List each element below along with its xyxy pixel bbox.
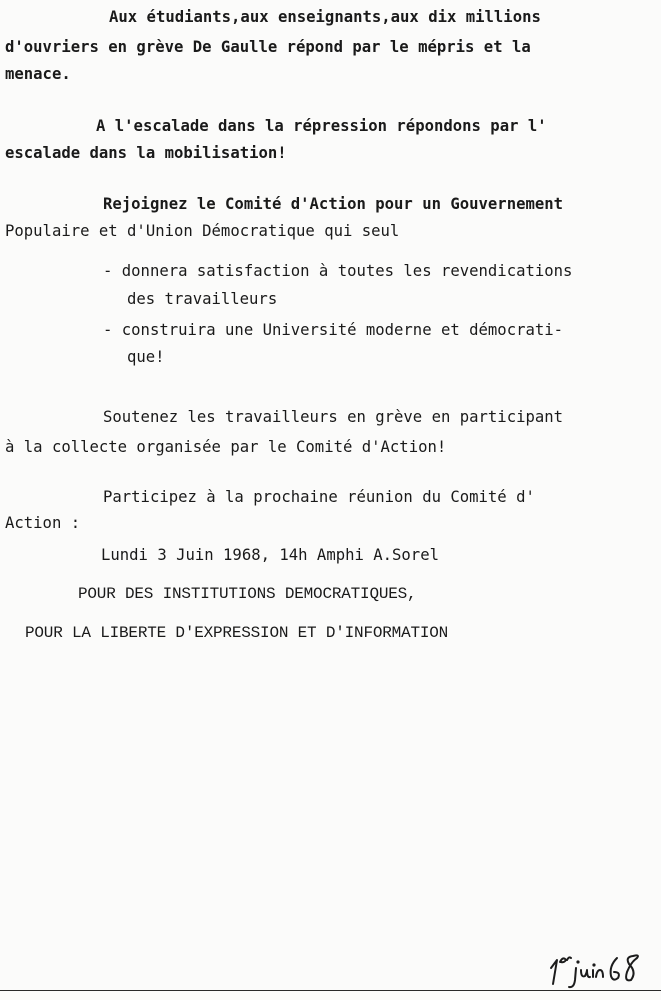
paragraph-1-line-1: Aux étudiants,aux enseignants,aux dix millions <box>109 8 541 26</box>
bottom-rule <box>0 990 661 991</box>
slogan-line-2: POUR LA LIBERTE D'EXPRESSION ET D'INFORMATION <box>25 624 449 642</box>
paragraph-5-line-1: Participez à la prochaine réunion du Comité d' <box>103 488 535 506</box>
paragraph-2-line-1: A l'escalade dans la répression répondons par l' <box>96 117 547 135</box>
paragraph-4-line-1: Soutenez les travailleurs en grève en participant <box>103 408 564 426</box>
paragraph-5-line-2: Action : <box>5 514 81 532</box>
paragraph-4-line-2: à la collecte organisée par le Comité d'Action! <box>5 438 447 456</box>
list-item-1-line-2: des travailleurs <box>127 290 278 308</box>
list-item-2-line-2: que! <box>127 348 165 366</box>
handwritten-date-annotation <box>545 946 655 990</box>
paragraph-1-line-2: d'ouvriers en grève De Gaulle répond par le mépris et la <box>5 38 531 56</box>
meeting-line: Lundi 3 Juin 1968, 14h Amphi A.Sorel <box>101 546 439 564</box>
paragraph-3-line-2: Populaire et d'Union Démocratique qui seul <box>5 222 400 240</box>
paragraph-2-line-2: escalade dans la mobilisation! <box>5 144 287 162</box>
slogan-line-1: POUR DES INSTITUTIONS DEMOCRATIQUES, <box>78 585 417 603</box>
paragraph-1-line-3: menace. <box>5 65 71 83</box>
list-item-1-line-1: - donnera satisfaction à toutes les revendications <box>103 262 573 280</box>
paragraph-3-line-1: Rejoignez le Comité d'Action pour un Gouvernement <box>103 195 564 213</box>
list-item-2-line-1: - construira une Université moderne et démocrati- <box>103 321 564 339</box>
